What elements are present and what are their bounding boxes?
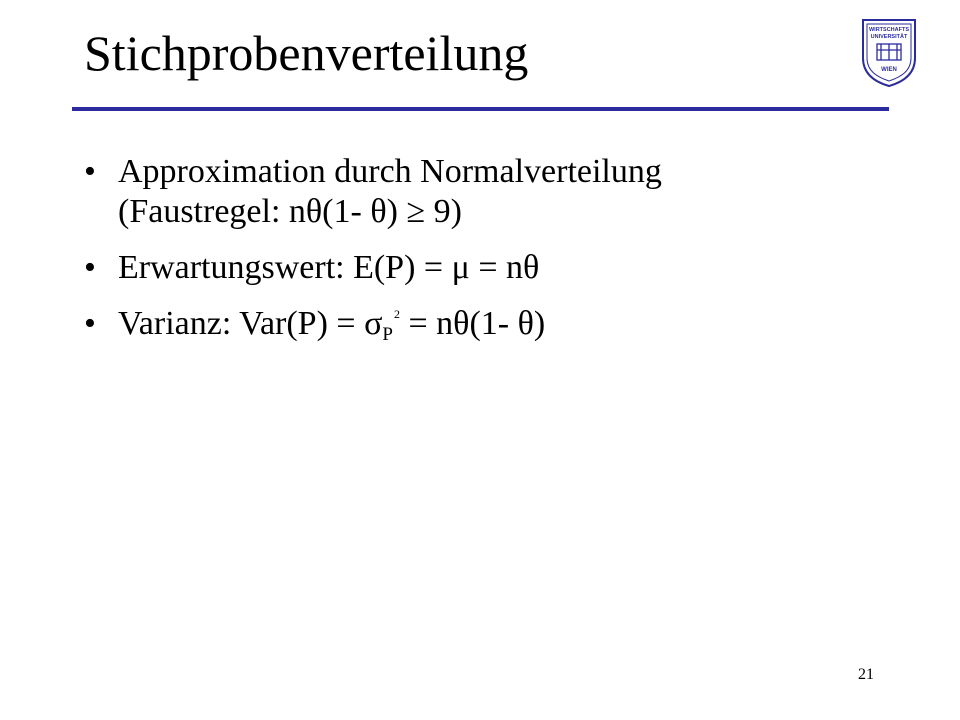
page-number: 21 bbox=[858, 666, 874, 683]
varianz-superscript: 2 bbox=[394, 307, 400, 321]
title-underline bbox=[72, 107, 889, 111]
bullet-item-varianz bbox=[84, 304, 864, 350]
bullet-text-varianz bbox=[118, 304, 864, 350]
university-seal-icon bbox=[859, 16, 919, 88]
varianz-prefix: Varianz: Var(P) = σ bbox=[118, 305, 383, 342]
bullet-text-line2: (Faustregel: nθ(1- θ) ≥ 9) bbox=[118, 193, 462, 230]
varianz-subscript: P bbox=[382, 324, 393, 345]
slide-title: Stichprobenverteilung bbox=[84, 25, 529, 81]
bullet-point-icon: • bbox=[84, 249, 96, 286]
logo-text-bottom: WIEN bbox=[881, 67, 897, 73]
bullet-text-line1: Approximation durch Normalverteilung bbox=[118, 153, 662, 190]
bullet-point-icon: • bbox=[84, 153, 96, 190]
varianz-suffix: = nθ(1- θ) bbox=[400, 305, 546, 342]
bullet-item-approximation bbox=[84, 152, 864, 232]
bullet-text-erwartungswert: Erwartungswert: E(P) = μ = nθ bbox=[118, 249, 540, 286]
bullet-item-erwartungswert bbox=[84, 248, 864, 288]
bullet-point-icon: • bbox=[84, 305, 96, 342]
bullet-list bbox=[84, 152, 864, 366]
logo-text-top: WIRTSCHAFTS bbox=[868, 27, 910, 33]
logo-text-middle: UNIVERSITÄT bbox=[870, 34, 908, 40]
